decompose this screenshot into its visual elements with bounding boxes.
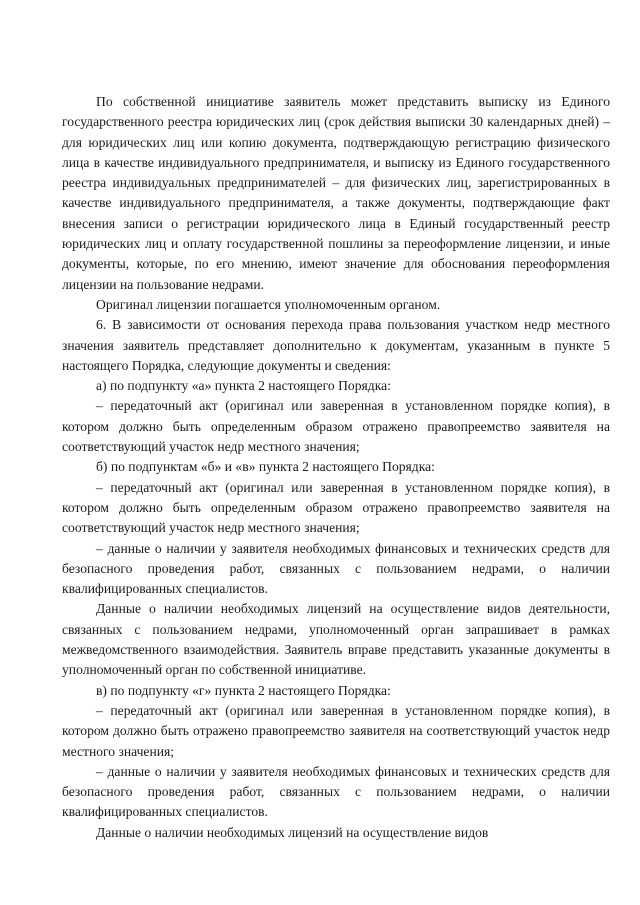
paragraph-financial-data-b: – данные о наличии у заявителя необходимых финансовых и технических средств для безопасного проведения работ, связанных с пользованием недрами, о наличии квалифицированных специалистов. (62, 540, 610, 597)
paragraph-item-6: 6. В зависимости от основания перехода права пользования участком недр местного значения заявитель представляет дополнительно к документам, указанным в пункте 5 настоящего Порядка, следующие документы и сведения: (62, 317, 610, 373)
paragraph-subitem-a: а) по подпункту «а» пункта 2 настоящего Порядка: (96, 378, 391, 394)
paragraph-subitem-b-v: б) по подпунктам «б» и «в» пункта 2 настоящего Порядка: (96, 459, 435, 475)
paragraph-transfer-act-v: – передаточный акт (оригинал или заверенная в установленном порядке копия), в котором должно быть отражено правопреемство заявителя на соответствующий участок недр местного значения; (62, 702, 610, 759)
paragraph-licenses-data-b: Данные о наличии необходимых лицензий на осуществление видов деятельности, связанных с пользованием недрами, уполномоченный орган запрашивает в рамках межведомственного взаимодействия. Заявитель вправе представить указанные документы в уполномоченный орган по собственной инициативе. (62, 601, 610, 678)
document-page (62, 92, 610, 843)
paragraph-license-cancellation: Оригинал лицензии погашается уполномоченным органом. (96, 296, 441, 312)
paragraph-transfer-act-a: – передаточный акт (оригинал или заверенная в установленном порядке копия), в котором должно быть определенным образом отражено правопреемство заявителя на соответствующий участок недр местного значения; (62, 398, 610, 455)
paragraph-financial-data-v: – данные о наличии у заявителя необходимых финансовых и технических средств для безопасного проведения работ, связанных с пользованием недрами, о наличии квалифицированных специалистов. (62, 763, 610, 820)
paragraph-optional-documents: По собственной инициативе заявитель может представить выписку из Единого государственного реестра юридических лиц (срок действия выписки 30 календарных дней) – для юридических лиц или копию документа, подтверждающую регистрацию физического лица в качестве индивидуального предпринимателя, и выписку из Единого государственного реестра индивидуальных предпринимателей – для физических лиц, зарегистрированных в качестве индивидуального предпринимателя, а также документы, подтверждающие факт внесения записи о регистрации юридического лица в Единый государственный реестр юридических лиц и оплату государственной пошлины за переоформление лицензии, и иные документы, которые, по его мнению, имеют значение для обоснования переоформления лицензии на пользование недрами. (62, 94, 610, 292)
paragraph-licenses-data-v: Данные о наличии необходимых лицензий на осуществление видов (96, 824, 489, 840)
paragraph-transfer-act-b: – передаточный акт (оригинал или заверенная в установленном порядке копия), в котором должно быть определенным образом отражено правопреемство заявителя на соответствующий участок недр местного значения; (62, 479, 610, 536)
paragraph-subitem-v: в) по подпункту «г» пункта 2 настоящего Порядка: (96, 682, 391, 698)
